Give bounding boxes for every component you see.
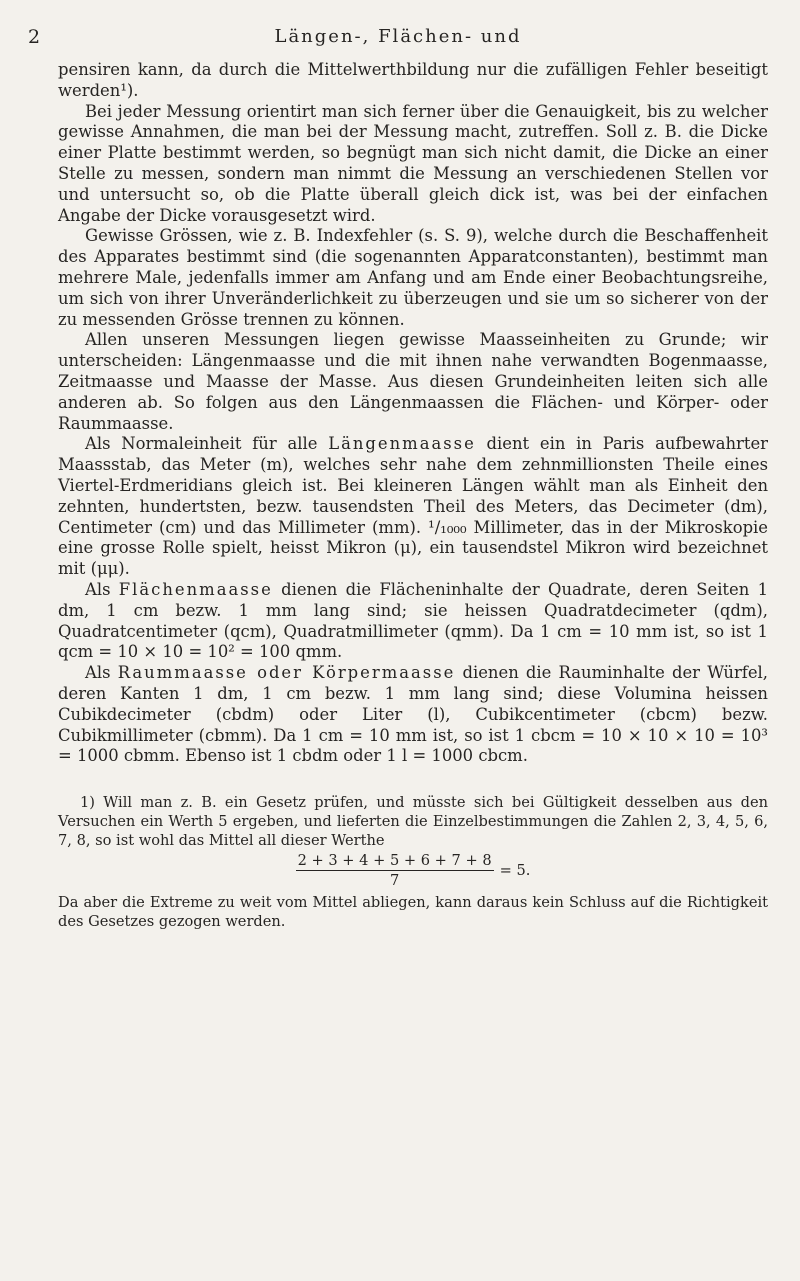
running-head: Längen-, Flächen- und — [274, 26, 522, 47]
paragraph-area-units: Als Flächenmaasse dienen die Flächeninhalte der Quadrate, deren Seiten 1 dm, 1 cm bezw. 1 mm lang sind; sie heissen Quadratdecimeter (qdm), Quadratcentimeter (qcm), Quadratmillimeter (qmm). Da 1 cm = 10 mm ist, so ist 1 qcm = 10 × 10 = 10² = 100 qmm. — [58, 579, 769, 662]
fraction-denominator: 7 — [389, 872, 400, 890]
page-number: 2 — [28, 26, 41, 48]
paragraph-volume-units: Als Raummaasse oder Körpermaasse dienen die Rauminhalte der Würfel, deren Kanten 1 dm, 1 cm bezw. 1 mm lang sind; diese Volumina heissen Cubikdecimeter (cbdm) oder Liter (l), Cubikcentimeter (cbcm) bezw. Cubikmillimeter (cbmm). Da 1 cm = 10 mm ist, so ist 1 cbcm = 10 × 10 × 10 = 10³ = 1000 cbmm. Ebenso ist 1 cbdm oder 1 l = 1000 cbcm. — [58, 663, 768, 766]
fraction-result: = 5. — [499, 862, 531, 880]
footnote-formula — [58, 852, 768, 889]
fraction-numerator: 2 + 3 + 4 + 5 + 6 + 7 + 8 — [297, 852, 492, 870]
fraction — [296, 852, 494, 889]
body-text — [58, 60, 768, 931]
term-length-units: Längenmaasse — [328, 434, 476, 454]
footnote-separator — [58, 767, 768, 793]
footnote-text: 1) Will man z. B. ein Gesetz prüfen, und müsste sich bei Gültigkeit desselben aus den Versuchen ein Werth 5 ergeben, und lieferten die Einzelbestimmungen die Zahlen 2, 3, 4, 5, 6, 7, 8, so ist wohl das Mittel all dieser Werthe — [58, 794, 768, 850]
page-header — [28, 26, 768, 52]
paragraph-units: Allen unseren Messungen liegen gewisse Maasseinheiten zu Grunde; wir unterscheiden: Längenmaasse und die mit ihnen nahe verwandten Bogenmaasse, Zeitmaasse und Maasse der Masse. Aus diesen Grundeinheiten leiten sich alle anderen ab. So folgen aus den Längenmaassen die Flächen- und Körper- oder Raummaasse. — [58, 330, 768, 433]
paragraph-apparatus-constants: Gewisse Grössen, wie z. B. Indexfehler (s. S. 9), welche durch die Beschaffenheit des Apparates bestimmt sind (die sogenannten Apparatconstanten), bestimmt man mehrere Male, jedenfalls immer am Anfang und am Ende einer Beobachtungsreihe, um sich von ihrer Unveränderlichkeit zu überzeugen und sie um so sicherer von der zu messenden Grösse trennen zu können. — [58, 226, 768, 329]
term-volume-units: Raummaasse oder Körpermaasse — [117, 663, 456, 683]
paragraph-accuracy: Bei jeder Messung orientirt man sich ferner über die Genauigkeit, bis zu welcher gewisse Annahmen, die man bei der Messung macht, zutreffen. Soll z. B. die Dicke einer Platte bestimmt werden, so begnügt man sich nicht damit, die Dicke an einer Stelle zu messen, sondern man nimmt die Messung an verschiedenen Stellen vor und untersucht so, ob die Platte überall gleich dick ist, was bei der einfachen Angabe der Dicke vorausgesetzt wird. — [58, 101, 768, 225]
paragraph-length-units: Als Normaleinheit für alle Längenmaasse dient ein in Paris aufbewahrter Maassstab, das Meter (m), welches sehr nahe dem zehnmillionsten Theile eines Viertel-Erdmeridians gleich ist. Bei kleineren Längen wählt man als Einheit den zehnten, hundertsten, bezw. tausendsten Theil des Meters, das Decimeter (dm), Centimeter (cm) und das Millimeter (mm). ¹/₁₀₀₀ Millimeter, das in der Mikroskopie eine grosse Rolle spielt, heisst Mikron (μ), ein tausendstel Mikron wird bezeichnet mit (μμ). — [58, 434, 768, 579]
paragraph-continuation: pensiren kann, da durch die Mittelwerthbildung nur die zufälligen Fehler beseitigt werden¹). — [58, 60, 768, 100]
footnote — [58, 793, 768, 931]
term-area-units: Flächenmaasse — [118, 579, 273, 599]
footnote-conclusion: Da aber die Extreme zu weit vom Mittel abliegen, kann daraus kein Schluss auf die Richtigkeit des Gesetzes gezogen werden. — [58, 894, 768, 931]
